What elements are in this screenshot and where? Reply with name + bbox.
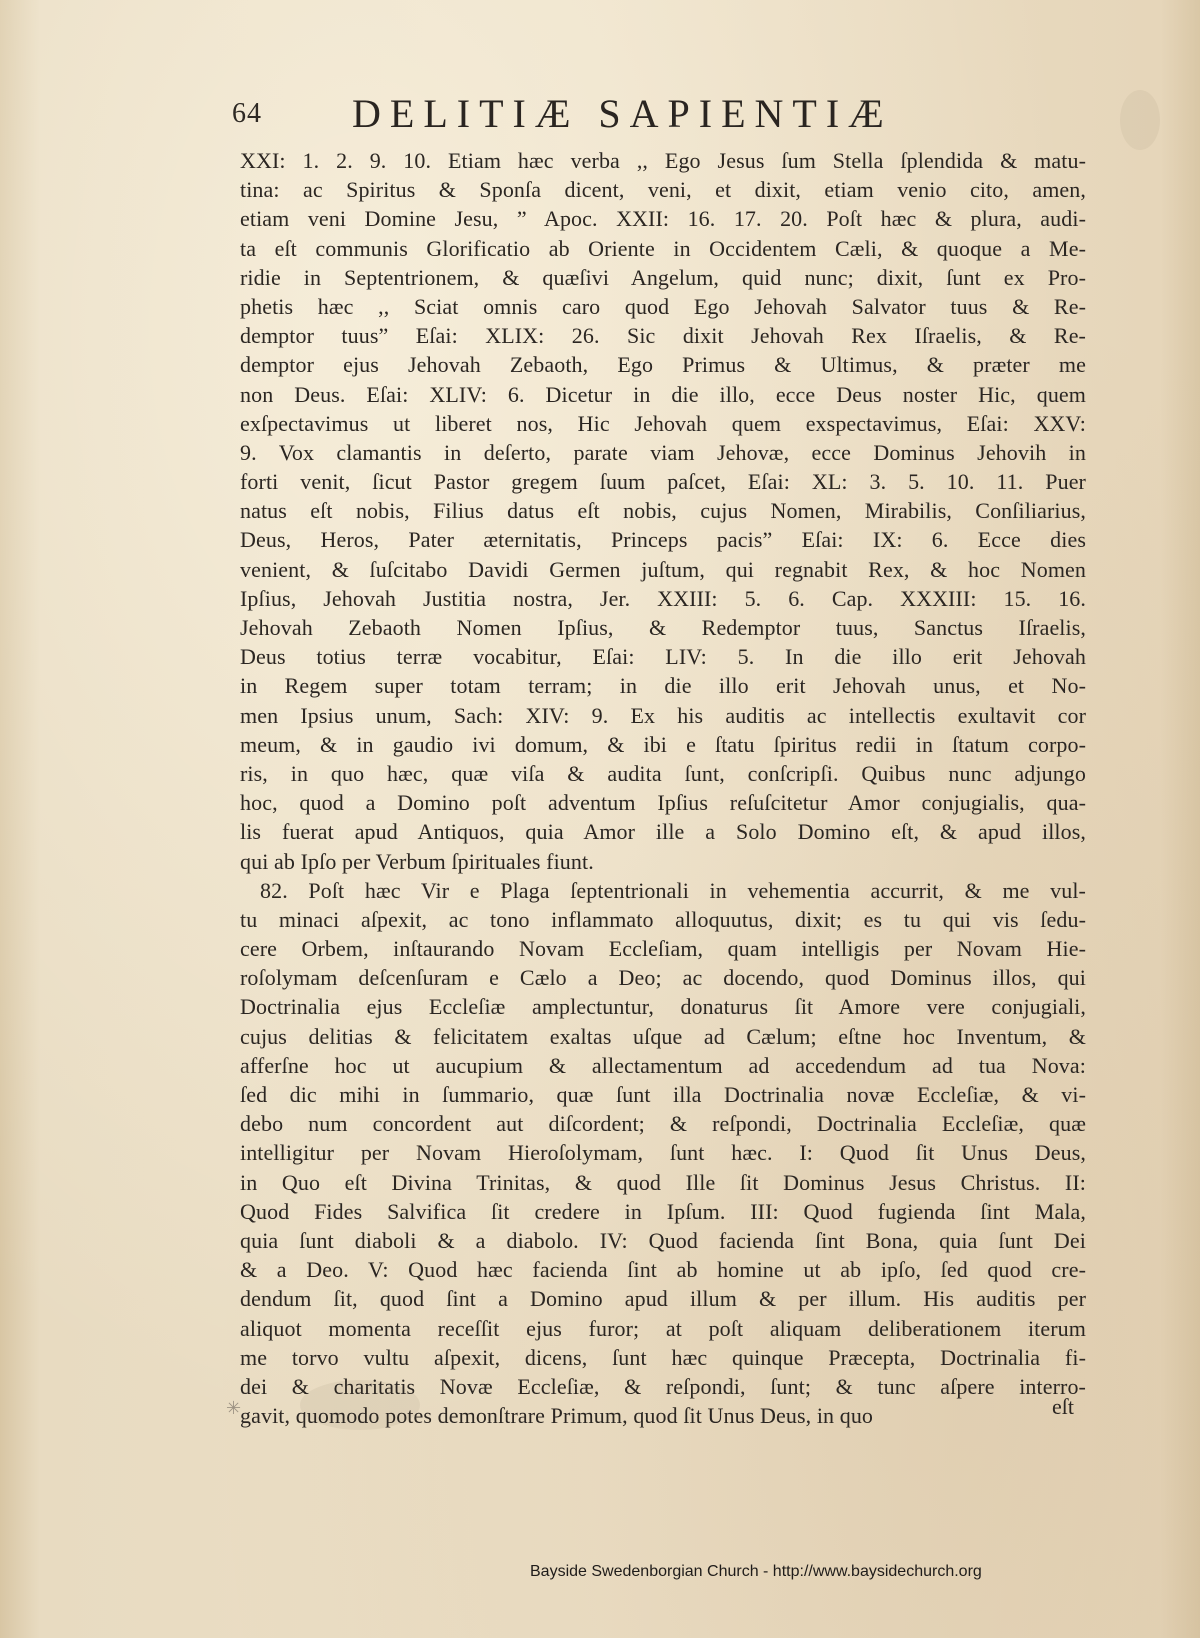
- signature-mark: ✳: [226, 1398, 242, 1418]
- text-line: non Deus. Eſai: XLIV: 6. Dicetur in die illo, ecce Deus noster Hic, quem: [240, 381, 1086, 407]
- paper-stain: [1120, 90, 1160, 150]
- text-line: quia ſunt diaboli & a diabolo. IV: Quod facienda ſint Bona, quia ſunt Dei: [240, 1227, 1086, 1253]
- text-line: afferſne hoc ut aucupium & allectamentum ad accedendum ad tua Nova:: [240, 1052, 1086, 1078]
- text-line: men Ipsius unum, Sach: XIV: 9. Ex his auditis ac intellectis exultavit cor: [240, 702, 1086, 728]
- footer-credit: Bayside Swedenborgian Church - http://www.baysidechurch.org: [530, 1563, 982, 1580]
- text-line: lis fuerat apud Antiquos, quia Amor ille a Solo Domino eſt, & apud illos,: [240, 819, 1086, 845]
- text-line: in Quo eſt Divina Trinitas, & quod Ille ſit Dominus Jesus Christus. II:: [240, 1169, 1086, 1195]
- text-line: 9. Vox clamantis in deſerto, parate viam Jehovæ, ecce Dominus Jehovih in: [240, 439, 1086, 465]
- text-line: ſed dic mihi in ſummario, quæ ſunt illa Doctrinalia novæ Eccleſiæ, & vi-: [240, 1082, 1086, 1107]
- text-line: intelligitur per Novam Hieroſolymam, ſunt hæc. I: Quod ſit Unus Deus,: [240, 1140, 1086, 1166]
- body-text: [240, 146, 1086, 1430]
- text-line: Jehovah Zebaoth Nomen Ipſius, & Redemptor tuus, Sanctus Iſraelis,: [240, 615, 1086, 640]
- text-line: debo num concordent aut diſcordent; & reſpondi, Doctrinalia Eccleſiæ, quæ: [240, 1111, 1086, 1137]
- text-line: Quod Fides Salvifica ſit credere in Ipſum. III: Quod fugienda ſint Mala,: [240, 1198, 1086, 1224]
- text-line: 82. Poſt hæc Vir e Plaga ſeptentrionali in vehementia accurrit, & me vul-: [260, 877, 1086, 903]
- text-line: dei & charitatis Novæ Eccleſiæ, & reſpondi, ſunt; & tunc aſpere interro-: [240, 1373, 1086, 1399]
- text-line: & a Deo. V: Quod hæc facienda ſint ab homine ut ab ipſo, ſed quod cre-: [240, 1257, 1086, 1283]
- text-line: cujus delitias & felicitatem exaltas uſque ad Cælum; eſtne hoc Inventum, &: [240, 1023, 1086, 1049]
- text-line: tu minaci aſpexit, ac tono inflammato alloquutus, dixit; es tu qui vis ſedu-: [240, 906, 1086, 932]
- text-line: Doctrinalia ejus Eccleſiæ amplectuntur, donaturus ſit Amore vere conjugiali,: [240, 994, 1086, 1020]
- text-line: Ipſius, Jehovah Justitia nostra, Jer. XXIII: 5. 6. Cap. XXXIII: 15. 16.: [240, 585, 1086, 611]
- text-line: demptor tuus” Eſai: XLIX: 26. Sic dixit Jehovah Rex Iſraelis, & Re-: [240, 323, 1086, 349]
- page-number: 64: [232, 98, 262, 129]
- text-line: demptor ejus Jehovah Zebaoth, Ego Primus & Ultimus, & præter me: [240, 352, 1086, 378]
- text-line: gavit, quomodo potes demonſtrare Primum, quod ſit Unus Deus, in quo: [240, 1403, 874, 1429]
- text-line: Deus, Heros, Pater æternitatis, Princeps pacis” Eſai: IX: 6. Ecce dies: [240, 527, 1086, 553]
- text-line: hoc, quod a Domino poſt adventum Ipſius reſuſcitetur Amor conjugialis, qua-: [240, 790, 1086, 816]
- text-line: aliquot momenta receſſit ejus furor; at poſt aliquam deliberationem iterum: [240, 1315, 1086, 1341]
- text-line: dendum ſit, quod ſint a Domino apud illum & per illum. His auditis per: [240, 1286, 1086, 1312]
- text-line: in Regem super totam terram; in die illo erit Jehovah unus, et No-: [240, 673, 1086, 699]
- text-line: venient, & ſuſcitabo Davidi Germen juſtum, qui regnabit Rex, & hoc Nomen: [240, 556, 1086, 582]
- text-line: etiam veni Domine Jesu, ” Apoc. XXII: 16. 17. 20. Poſt hæc & plura, audi-: [240, 206, 1086, 232]
- text-line: exſpectavimus ut liberet nos, Hic Jehovah quem exspectavimus, Eſai: XXV:: [240, 410, 1086, 436]
- text-line: qui ab Ipſo per Verbum ſpirituales fiunt.: [240, 848, 594, 874]
- running-head: DELITIÆ SAPIENTIÆ: [352, 91, 893, 136]
- text-line: phetis hæc ,, Sciat omnis caro quod Ego Jehovah Salvator tuus & Re-: [240, 293, 1086, 319]
- text-line: Deus totius terræ vocabitur, Eſai: LIV: 5. In die illo erit Jehovah: [240, 644, 1086, 670]
- text-line: forti venit, ſicut Pastor gregem ſuum paſcet, Eſai: XL: 3. 5. 10. 11. Puer: [240, 469, 1086, 495]
- text-line: roſolymam deſcenſuram e Cælo a Deo; ac docendo, quod Dominus illos, qui: [240, 965, 1086, 991]
- text-line: ridie in Septentrionem, & quæſivi Angelum, quid nunc; dixit, ſunt ex Pro-: [240, 264, 1086, 290]
- text-line: meum, & in gaudio ivi domum, & ibi e ſtatu ſpiritus redii in ſtatum corpo-: [240, 731, 1086, 757]
- text-line: XXI: 1. 2. 9. 10. Etiam hæc verba ,, Ego Jesus ſum Stella ſplendida & matu-: [240, 148, 1086, 173]
- text-line: natus eſt nobis, Filius datus eſt nobis, cujus Nomen, Mirabilis, Conſiliarius,: [240, 498, 1086, 524]
- catchword: eſt: [1052, 1394, 1074, 1419]
- text-line: cere Orbem, inſtaurando Novam Eccleſiam, quam intelligis per Novam Hie-: [240, 936, 1086, 962]
- page-header: [232, 88, 992, 138]
- text-line: ris, in quo hæc, quæ viſa & audita ſunt, conſcripſi. Quibus nunc adjungo: [240, 760, 1086, 786]
- text-line: tina: ac Spiritus & Sponſa dicent, veni, et dixit, etiam venio cito, amen,: [240, 177, 1086, 203]
- text-line: ta eſt communis Glorificatio ab Oriente in Occidentem Cæli, & quoque a Me-: [240, 235, 1086, 261]
- text-line: me torvo vultu aſpexit, dicens, ſunt hæc quinque Præcepta, Doctrinalia fi-: [240, 1344, 1086, 1370]
